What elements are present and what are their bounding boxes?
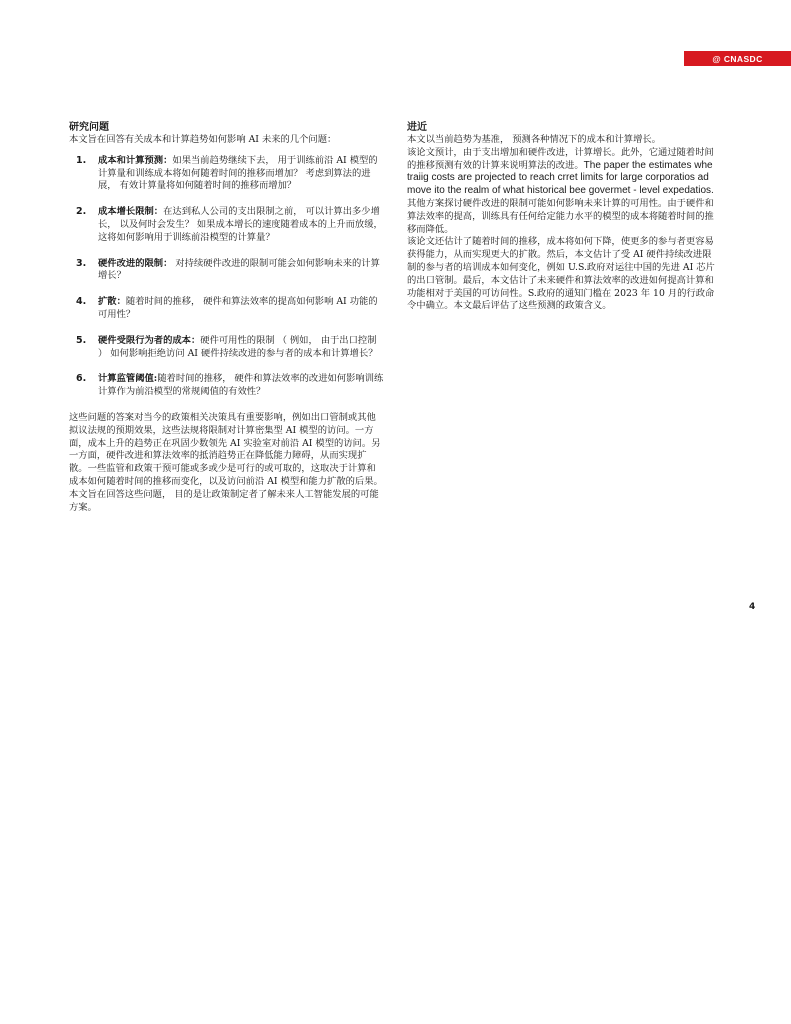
item-text: 如果当前趋势继续下去， 用于训练前沿 AI 模型的计算量和训练成本将如何随着时间的推移而增加？ 考虑到算法的进展， 有效计算量将如何随着时间的推移而增加？ bbox=[98, 154, 378, 192]
list-item: 6. 计算监管阈值:随着时间的推移， 硬件和算法效率的改进如何影响训练计算作为前沿模型的常规阈值的有效性？ bbox=[76, 373, 384, 398]
section-heading-research-questions: 研究问题 bbox=[69, 122, 109, 133]
list-item: 3. 硬件改进的限制： 对持续硬件改进的限制可能会如何影响未来的计算增长？ bbox=[76, 257, 380, 282]
closing-paragraph: 这些问题的答案对当今的政策相关决策具有重要影响，例如出口管制或其他拟议法规的预期效果，这些法规将限制对计算密集型 AI 模型的访问。一方面，成本上升的趋势正在巩固少数领先 AI 实验室对前沿 AI 模型的访问。另一方面，硬件改进和算法效率的抵消趋势正在降低能力障碍，从而实现扩散。一些监管和政策干预可能或多或少是可行的或可取的，这取决于计算和成本如何随着时间的推移而变化，以及访问前沿 AI 模型和能力扩散的后果。 bbox=[69, 411, 383, 487]
item-term: 硬件受限行为者的成本： bbox=[98, 334, 201, 346]
item-text: 对持续硬件改进的限制可能会如何影响未来的计算增长？ bbox=[98, 257, 380, 282]
closing-paragraph-2: 本文旨在回答这些问题， 目的是让政策制定者了解未来人工智能发展的可能方案。 bbox=[69, 488, 379, 513]
item-term: 硬件改进的限制： bbox=[98, 257, 173, 269]
section-heading-approach: 进近 bbox=[407, 122, 427, 133]
right-column bbox=[407, 121, 717, 313]
list-item: 4. 扩散：随着时间的推移， 硬件和算法效率的提高如何影响 AI 功能的可用性？ bbox=[76, 296, 378, 320]
item-term: 成本增长限制： bbox=[98, 206, 164, 218]
list-item: 1. 成本和计算预测：如果当前趋势继续下去， 用于训练前沿 AI 模型的计算量和训练成本将如何随着时间的推移而增加？ 考虑到算法的进展， 有效计算量将如何随着时间的推移而增加？ bbox=[76, 154, 378, 192]
brand-badge: @ CNASDC bbox=[684, 51, 791, 66]
item-term: 成本和计算预测： bbox=[98, 154, 173, 166]
list-item: 5. 硬件受限行为者的成本：硬件可用性的限制 （ 例如， 由于出口控制 ） 如何影响拒绝访问 AI 硬件持续改进的参与者的成本和计算增长？ bbox=[76, 334, 378, 359]
item-text: 随着时间的推移， 硬件和算法效率的改进如何影响训练计算作为前沿模型的常规阈值的有效性？ bbox=[98, 373, 384, 398]
intro-paragraph: 本文旨在回答有关成本和计算趋势如何影响 AI 未来的几个问题： bbox=[69, 134, 337, 145]
item-text: 在达到私人公司的支出限制之前， 可以计算出多少增长， 以及何时会发生？ 如果成本增长的速度随着成本的上升而放缓， 这将如何影响用于训练前沿模型的计算量？ bbox=[98, 206, 383, 243]
approach-paragraph-2: 该论文预计，由于支出增加和硬件改进，计算增长。此外，它通过随着时间的推移预测有效的计算来说明算法的改进。The paper the estimates whe traiig costs are projected to reach crret limits for large corporatios ad move ito the realm of what historical bee govermet - level expedatios.其他方案探讨硬件改进的限制可能如何影响未来计算的可用性。由于硬件和算法效率的提高，训练具有任何给定能力水平的模型的成本将随着时间的推移而降低。 bbox=[407, 146, 714, 235]
left-column bbox=[69, 121, 385, 514]
page-number: 4 bbox=[749, 602, 756, 612]
item-text: 随着时间的推移， 硬件和算法效率的提高如何影响 AI 功能的可用性？ bbox=[98, 296, 378, 320]
list-item: 2. 成本增长限制：在达到私人公司的支出限制之前， 可以计算出多少增长， 以及何时会发生？ 如果成本增长的速度随着成本的上升而放缓， 这将如何影响用于训练前沿模型的计算量？ bbox=[76, 206, 383, 243]
item-term: 计算监管阈值: bbox=[98, 373, 158, 385]
approach-paragraph-3: 该论文还估计了随着时间的推移，成本将如何下降，使更多的参与者更容易获得能力，从而实现更大的扩散。然后，本文估计了受 AI 硬件持续改进限制的参与者的培训成本如何变化，例如 U.S.政府对运往中国的先进 AI 芯片的出口管制。最后，本文估计了未来硬件和算法效率的改进如何提高计算和功能相对于美国的可访问性。S.政府的通知门槛在 2023 年 10 月的行政命令中确立。本文最后评估了这些预测的政策含义。 bbox=[407, 236, 715, 312]
item-term: 扩散： bbox=[98, 296, 126, 308]
question-list bbox=[69, 155, 385, 399]
item-text: 硬件可用性的限制 （ 例如， 由于出口控制 ） 如何影响拒绝访问 AI 硬件持续改进的参与者的成本和计算增长？ bbox=[98, 334, 378, 359]
approach-paragraph-1: 本文以当前趋势为基准， 预测各种情况下的成本和计算增长。 bbox=[407, 134, 661, 145]
